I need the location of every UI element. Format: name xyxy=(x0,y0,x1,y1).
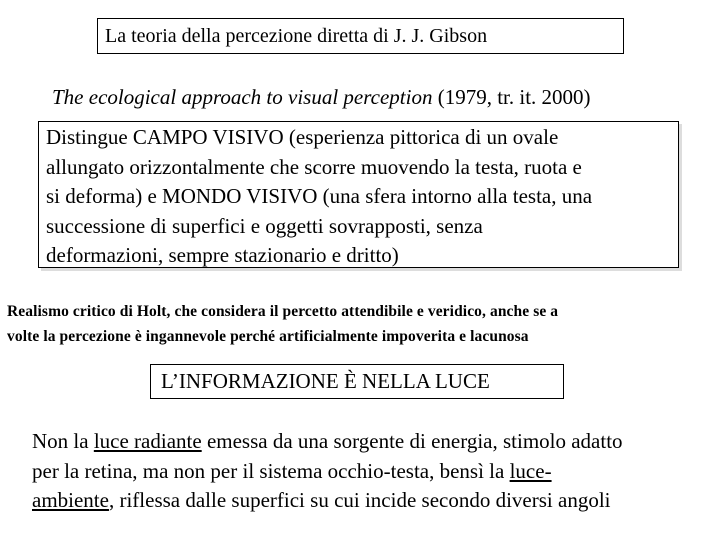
conclusion-text: per la retina, ma non per il sistema occhio-testa, bensì la xyxy=(32,458,510,483)
description-line: deformazioni, sempre stazionario e dritto) xyxy=(46,243,399,267)
title-box xyxy=(97,18,624,54)
book-title: The ecological approach to visual perception xyxy=(52,85,433,109)
conclusion-paragraph xyxy=(32,427,623,516)
conclusion-line-2 xyxy=(32,457,623,487)
page-title: La teoria della percezione diretta di J. J. Gibson xyxy=(105,25,488,47)
description-box xyxy=(38,121,679,268)
description-line: successione di superfici e oggetti sovrapposti, senza xyxy=(46,213,483,238)
term-luce-radiante: luce radiante xyxy=(93,429,202,453)
conclusion-text: Non la xyxy=(32,429,94,453)
conclusion-line-3 xyxy=(32,486,623,516)
book-edition: (1979, tr. it. 2000) xyxy=(432,85,591,109)
conclusion-line-1 xyxy=(32,427,623,457)
holt-line: Realismo critico di Holt, che considera il percetto attendibile e veridico, anche se a xyxy=(7,303,559,320)
conclusion-text: emessa da una sorgente di energia, stimolo adatto xyxy=(201,429,623,453)
section-heading: L’INFORMAZIONE È NELLA LUCE xyxy=(161,369,490,393)
section-heading-box xyxy=(150,364,564,399)
term-luce-ambiente-part1: luce- xyxy=(509,458,552,483)
holt-line: volte la percezione è ingannevole perché artificialmente impoverita e lacunosa xyxy=(7,328,529,345)
description-line: si deforma) e MONDO VISIVO (una sfera intorno alla testa, una xyxy=(46,184,593,208)
term-luce-ambiente-part2: ambiente xyxy=(32,488,109,512)
conclusion-text: , riflessa dalle superfici su cui incide secondo diversi angoli xyxy=(108,488,611,512)
book-reference xyxy=(52,85,591,110)
description-line: allungato orizzontalmente che scorre muovendo la testa, ruota e xyxy=(46,154,582,179)
holt-paragraph xyxy=(7,299,558,349)
description-line: Distingue CAMPO VISIVO (esperienza pittorica di un ovale xyxy=(46,125,559,149)
